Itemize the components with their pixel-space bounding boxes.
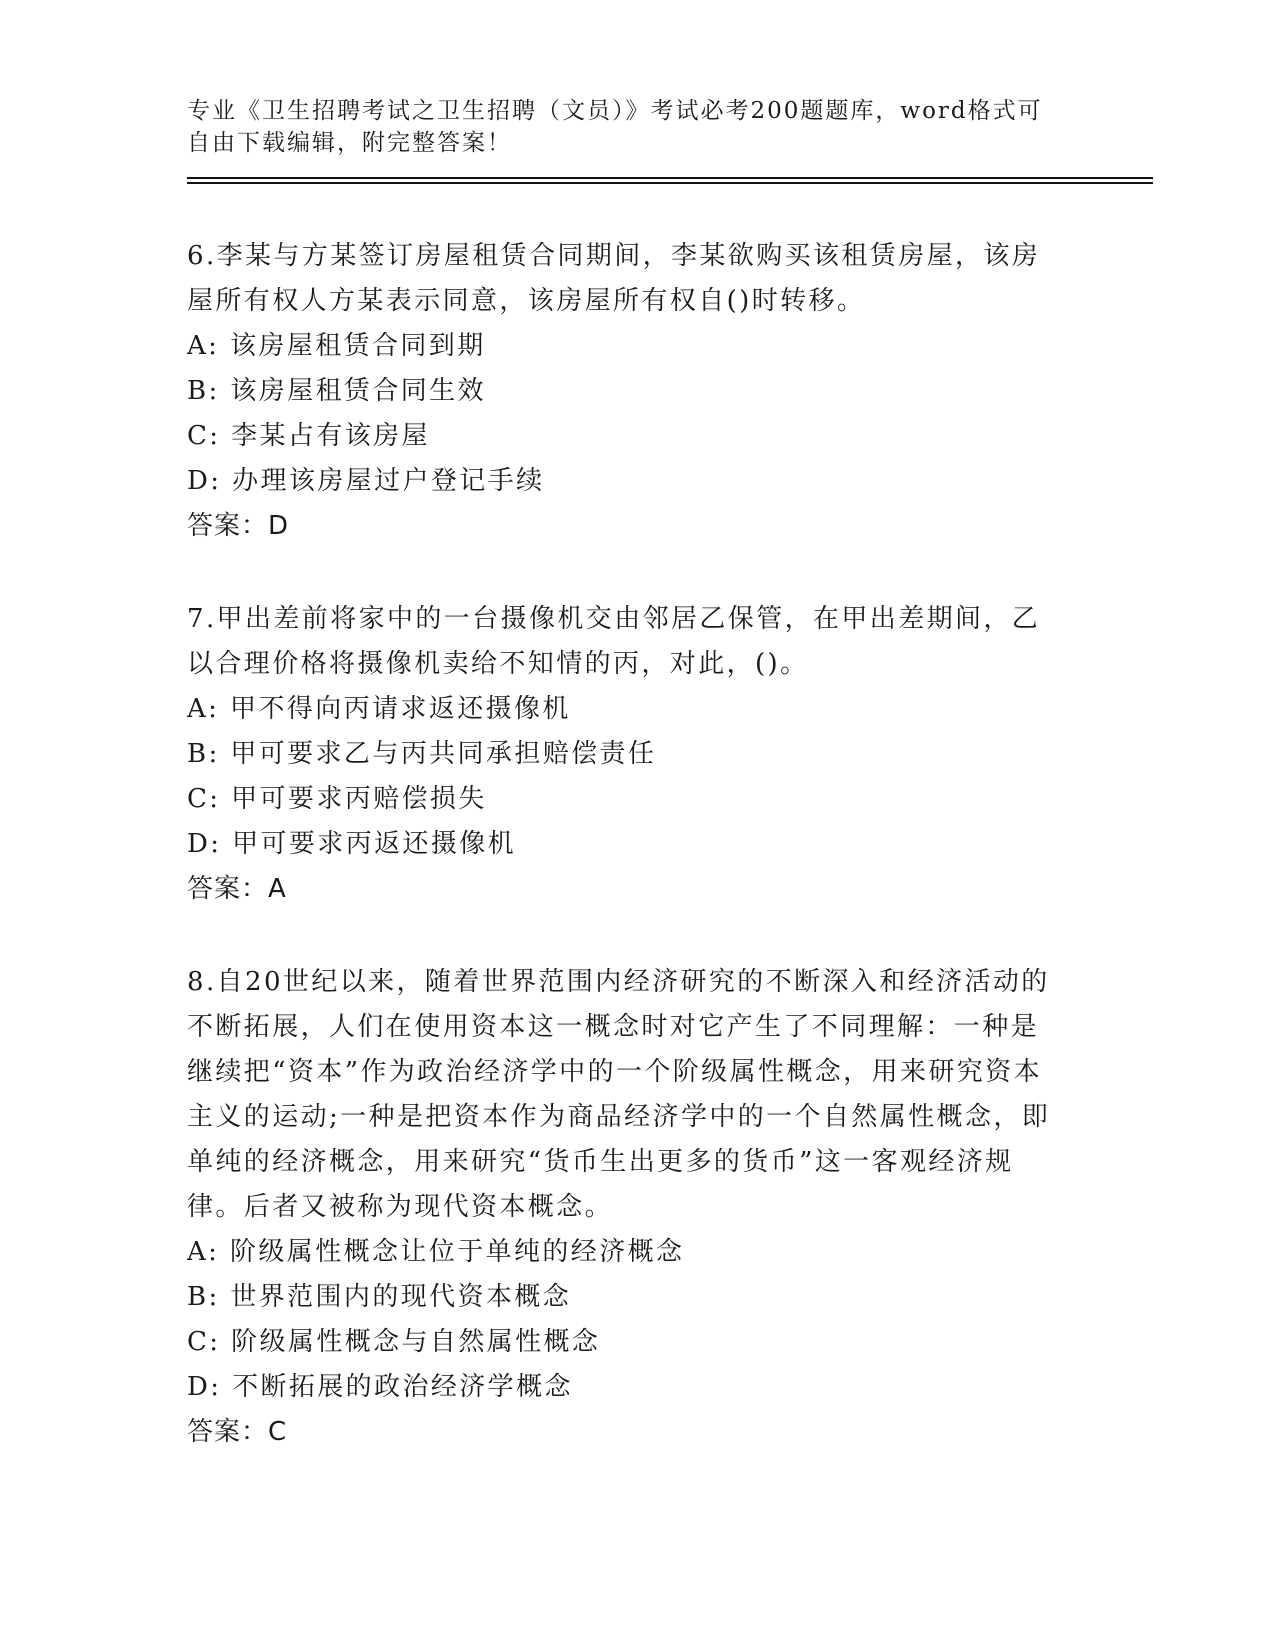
answer-line: 答案：C [187,1417,288,1447]
answer-line: 答案：D [187,511,290,541]
option-d: D: 甲可要求丙返还摄像机 [187,829,517,859]
question-stem: 6.李某与方某签订房屋租赁合同期间，李某欲购买该租赁房屋，该房屋所有权人方某表示同意，该房屋所有权自()时转移。 [187,241,1041,316]
question-stem: 7.甲出差前将家中的一台摄像机交由邻居乙保管，在甲出差期间，乙以合理价格将摄像机卖给不知情的丙，对此，()。 [187,604,1041,679]
option-a: A: 甲不得向丙请求返还摄像机 [187,694,571,724]
answer-line: 答案：A [187,874,287,904]
option-a: A: 阶级属性概念让位于单纯的经济概念 [187,1237,685,1267]
option-a: A: 该房屋租赁合同到期 [187,331,486,361]
option-d: D: 不断拓展的政治经济学概念 [187,1372,573,1402]
option-d: D: 办理该房屋过户登记手续 [187,466,545,496]
option-b: B: 该房屋租赁合同生效 [187,376,486,406]
question-stem: 8.自20世纪以来，随着世界范围内经济研究的不断深入和经济活动的不断拓展，人们在使用资本这一概念时对它产生了不同理解：一种是继续把“资本”作为政治经济学中的一个阶级属性概念，用来研究资本主义的运动;一种是把资本作为商品经济学中的一个自然属性概念，即单纯的经济概念，用来研究“货币生出更多的货币”这一客观经济规律。后者又被称为现代资本概念。 [187,967,1051,1222]
document-header-text: 专业《卫生招聘考试之卫生招聘（文员）》考试必考200题题库，word格式可自由下载编辑，附完整答案！ [187,98,1043,156]
header-divider-bottom [187,182,1153,184]
option-c: C: 甲可要求丙赔偿损失 [187,784,487,814]
option-b: B: 甲可要求乙与丙共同承担赔偿责任 [187,739,657,769]
header-divider-top [187,177,1153,179]
question-block [187,234,1067,549]
option-c: C: 李某占有该房屋 [187,421,430,451]
option-b: B: 世界范围内的现代资本概念 [187,1282,572,1312]
question-block [187,597,1067,912]
question-block [187,960,1067,1455]
option-c: C: 阶级属性概念与自然属性概念 [187,1327,601,1357]
